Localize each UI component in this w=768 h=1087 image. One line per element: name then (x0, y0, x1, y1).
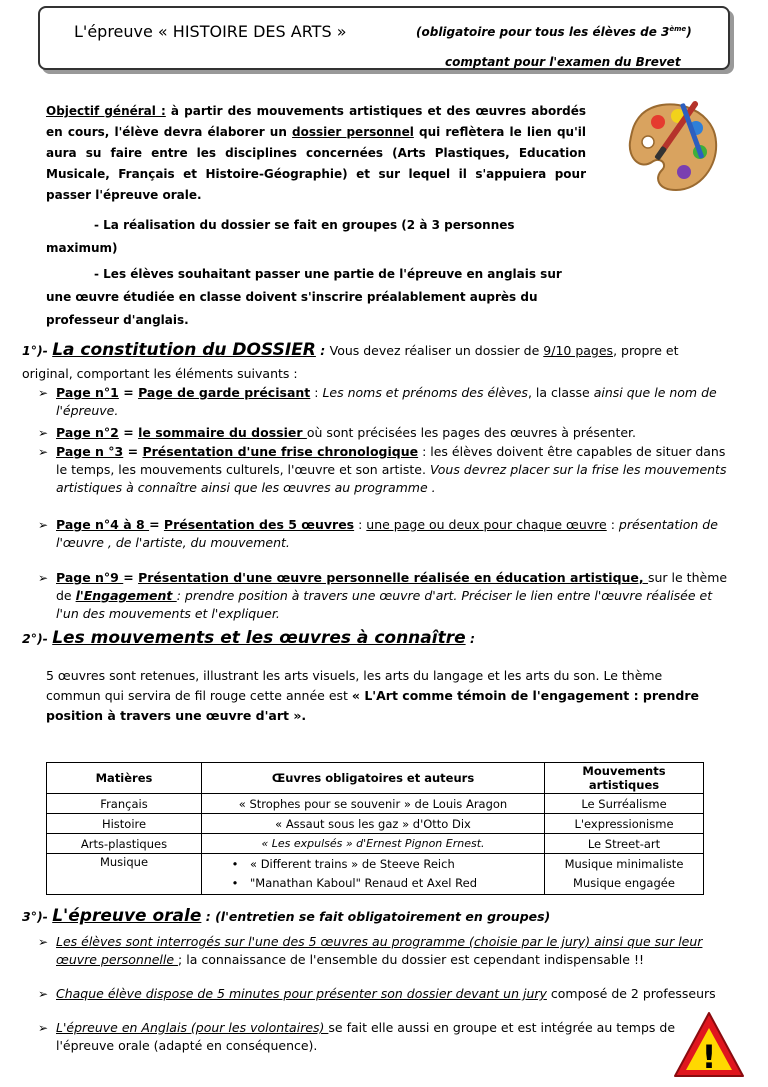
section1-intro-cont: original, comportant les éléments suivants : (22, 366, 298, 381)
list-item (38, 569, 728, 623)
arrow-icon: ➢ (38, 935, 49, 949)
item-underlined: Les élèves sont interrogés sur l'une des 5 œuvres au programme (choisie par le jury) ainsi que sur leur œuvre personnelle (56, 934, 703, 967)
list-item (38, 985, 728, 1003)
english-note (46, 263, 586, 332)
item-eq: = (149, 517, 164, 532)
item-engagement: l'Engagement (75, 588, 177, 603)
cell-subject: Histoire (47, 814, 202, 834)
arrow-icon: ➢ (38, 987, 49, 1001)
item-text: sur le thème de (56, 570, 728, 603)
header-works: Œuvres obligatoires et auteurs (202, 763, 545, 794)
cell-movement: Le Street-art (545, 834, 704, 854)
item-text: ; la connaissance de l'ensemble du dossier est cependant indispensable !! (178, 952, 644, 967)
item-title: Présentation des 5 œuvres (163, 517, 355, 532)
cell-music-works (202, 854, 545, 895)
section1-pages: 9/10 pages (543, 343, 614, 358)
section1-title: La constitution du DOSSIER (52, 340, 316, 360)
objective-text-1: à partir des mouvements artistiques et des œuvres abordés en cours, l'élève devra élaborer un (46, 104, 586, 139)
cell-work: « Les expulsés » d'Ernest Pignon Ernest. (202, 834, 545, 854)
objective-label: Objectif général : (46, 104, 166, 118)
header-note (416, 25, 692, 39)
section2-paragraph (46, 666, 706, 726)
item-text: , la classe (527, 385, 594, 400)
objective-paragraph (46, 101, 586, 206)
item-page: Page n°1 (56, 385, 119, 400)
item-page: Page n °3 (56, 444, 124, 459)
english-text: - Les élèves souhaitant passer une partie de l'épreuve en anglais sur une œuvre étudiée en classe doivent s'inscrire préalablement auprès du professeur d'anglais. (46, 267, 562, 327)
list-item (38, 516, 728, 552)
objective-text-2: qui reflètera le lien qu'il aura su faire entre les disciplines concernées (Arts Plastiques, Education Musicale, Français et Histoire-Géographie) et sur lequel il s'appuiera pour passer l'épreuve orale. (46, 125, 586, 202)
cell-subject: Arts-plastiques (47, 834, 202, 854)
item-text: où sont précisées les pages des œuvres à présenter. (306, 425, 637, 440)
item-page: Page n°4 à 8 (56, 517, 150, 532)
table-row-music (47, 854, 704, 895)
section3-title-b: le (184, 906, 202, 926)
section1-number: 1°)- (22, 343, 53, 358)
music-movement: Musique engagée (573, 876, 675, 890)
item-title: Présentation d'une frise chronologique (142, 444, 419, 459)
item-text: composé de 2 professeurs (546, 986, 716, 1001)
section2-sep: : (465, 631, 475, 646)
music-work-text: "Manathan Kaboul" Renaud et Axel Red (250, 876, 477, 890)
header-subject: Matières (47, 763, 202, 794)
cell-work: « Strophes pour se souvenir » de Louis Aragon (202, 794, 545, 814)
section2-number: 2°)- (22, 631, 53, 646)
paint-palette-icon (624, 92, 724, 196)
table-row (47, 834, 704, 854)
section1-sep: : (315, 343, 330, 358)
section1-intro-1: Vous devez réaliser un dossier de (329, 343, 544, 358)
list-item (38, 443, 728, 497)
list-item (38, 1019, 678, 1055)
warning-glyph: ! (701, 1038, 717, 1076)
cell-music-movements (545, 854, 704, 895)
table-row (47, 794, 704, 814)
item-eq: = (118, 385, 139, 400)
item-underlined: L'épreuve en Anglais (pour les volontaires) (56, 1020, 329, 1035)
cell-movement: L'expressionisme (545, 814, 704, 834)
music-work-text: « Different trains » de Steeve Reich (250, 857, 455, 871)
music-work-2 (220, 874, 540, 893)
header-subtitle: comptant pour l'examen du Brevet (445, 55, 681, 69)
item-italic: Vous devrez placer sur la frise les mouvements artistiques à connaître ainsi que les œuvres au programme . (56, 462, 727, 495)
table-row (47, 814, 704, 834)
section1-heading (22, 340, 679, 360)
section3-subtitle: : (l'entretien se fait obligatoirement en groupes) (201, 909, 551, 924)
item-italic: Les noms et prénoms des élèves (322, 385, 528, 400)
cell-work: « Assaut sous les gaz » d'Otto Dix (202, 814, 545, 834)
section2-title: Les mouvements et les œuvres à connaître (52, 628, 466, 648)
section3-heading (22, 906, 550, 926)
groups-text: - La réalisation du dossier se fait en groupes (2 à 3 personnes maximum) (46, 218, 515, 255)
item-text: : les élèves doivent être capables de situer dans le temps, les mouvements culturels, l'œuvre et son artiste. (56, 444, 726, 477)
warning-icon (672, 1010, 746, 1080)
item-italic: : prendre position à travers une œuvre d'art. Préciser le lien entre l'œuvre réalisée et l'un des mouvements et l'expliquer. (56, 588, 713, 621)
music-movement: Musique minimaliste (564, 857, 684, 871)
item-eq: = (123, 570, 139, 585)
item-text: se fait elle aussi en groupe et est intégrée au temps de l'épreuve orale (adapté en conséquence). (56, 1020, 676, 1053)
arrow-icon: ➢ (38, 386, 49, 400)
section3-title-a: L'épreuve ora (52, 906, 185, 926)
cell-subject: Musique (47, 854, 202, 895)
cell-subject: Français (47, 794, 202, 814)
item-italic: présentation de l'œuvre , de l'artiste, du mouvement. (56, 517, 718, 550)
list-item (38, 384, 728, 420)
bullet-icon: • (231, 876, 239, 890)
list-item (38, 933, 728, 969)
item-text: : (354, 517, 367, 532)
arrow-icon: ➢ (38, 1021, 49, 1035)
arrow-icon: ➢ (38, 426, 49, 440)
note-prefix: (obligatoire pour tous les élèves de 3 (416, 25, 670, 39)
list-item (38, 424, 728, 442)
item-title: le sommaire du dossier (138, 425, 307, 440)
section3-number: 3°)- (22, 909, 53, 924)
item-page: Page n°2 (56, 425, 119, 440)
item-underlined: une page ou deux pour chaque œuvre (366, 517, 607, 532)
item-text-2: : (606, 517, 619, 532)
item-colon: : (310, 385, 323, 400)
note-sup: ème (669, 25, 687, 33)
header-box (38, 6, 730, 70)
document-title: L'épreuve « HISTOIRE DES ARTS » (74, 22, 347, 41)
arrow-icon: ➢ (38, 571, 49, 585)
item-eq: = (123, 444, 143, 459)
section1-intro-2-first: , propre et (613, 343, 679, 358)
works-table (46, 762, 704, 895)
objective-link: dossier personnel (292, 125, 414, 139)
cell-movement: Le Surréalisme (545, 794, 704, 814)
section2-text: 5 œuvres sont retenues, illustrant les arts visuels, les arts du langage et les arts du son. Le thème commun qui servira de fil rouge cette année est (46, 668, 663, 703)
arrow-icon: ➢ (38, 445, 49, 459)
arrow-icon: ➢ (38, 518, 49, 532)
item-title: Page de garde précisant (138, 385, 311, 400)
header-movements: Mouvements artistiques (545, 763, 704, 794)
section2-heading (22, 628, 475, 648)
item-eq: = (118, 425, 139, 440)
groups-note (46, 214, 586, 260)
bullet-icon: • (231, 857, 239, 871)
table-header-row (47, 763, 704, 794)
note-suffix: ) (686, 25, 692, 39)
item-underlined: Chaque élève dispose de 5 minutes pour présenter son dossier devant un jury (56, 986, 547, 1001)
section2-theme: « L'Art comme témoin de l'engagement : prendre position à travers une œuvre d'art ». (46, 688, 700, 723)
item-page: Page n°9 (56, 570, 124, 585)
item-italic-2: ainsi que le nom de l'épreuve. (56, 385, 717, 418)
music-work-1 (220, 855, 540, 874)
item-title: Présentation d'une œuvre personnelle réalisée en éducation artistique, (138, 570, 648, 585)
